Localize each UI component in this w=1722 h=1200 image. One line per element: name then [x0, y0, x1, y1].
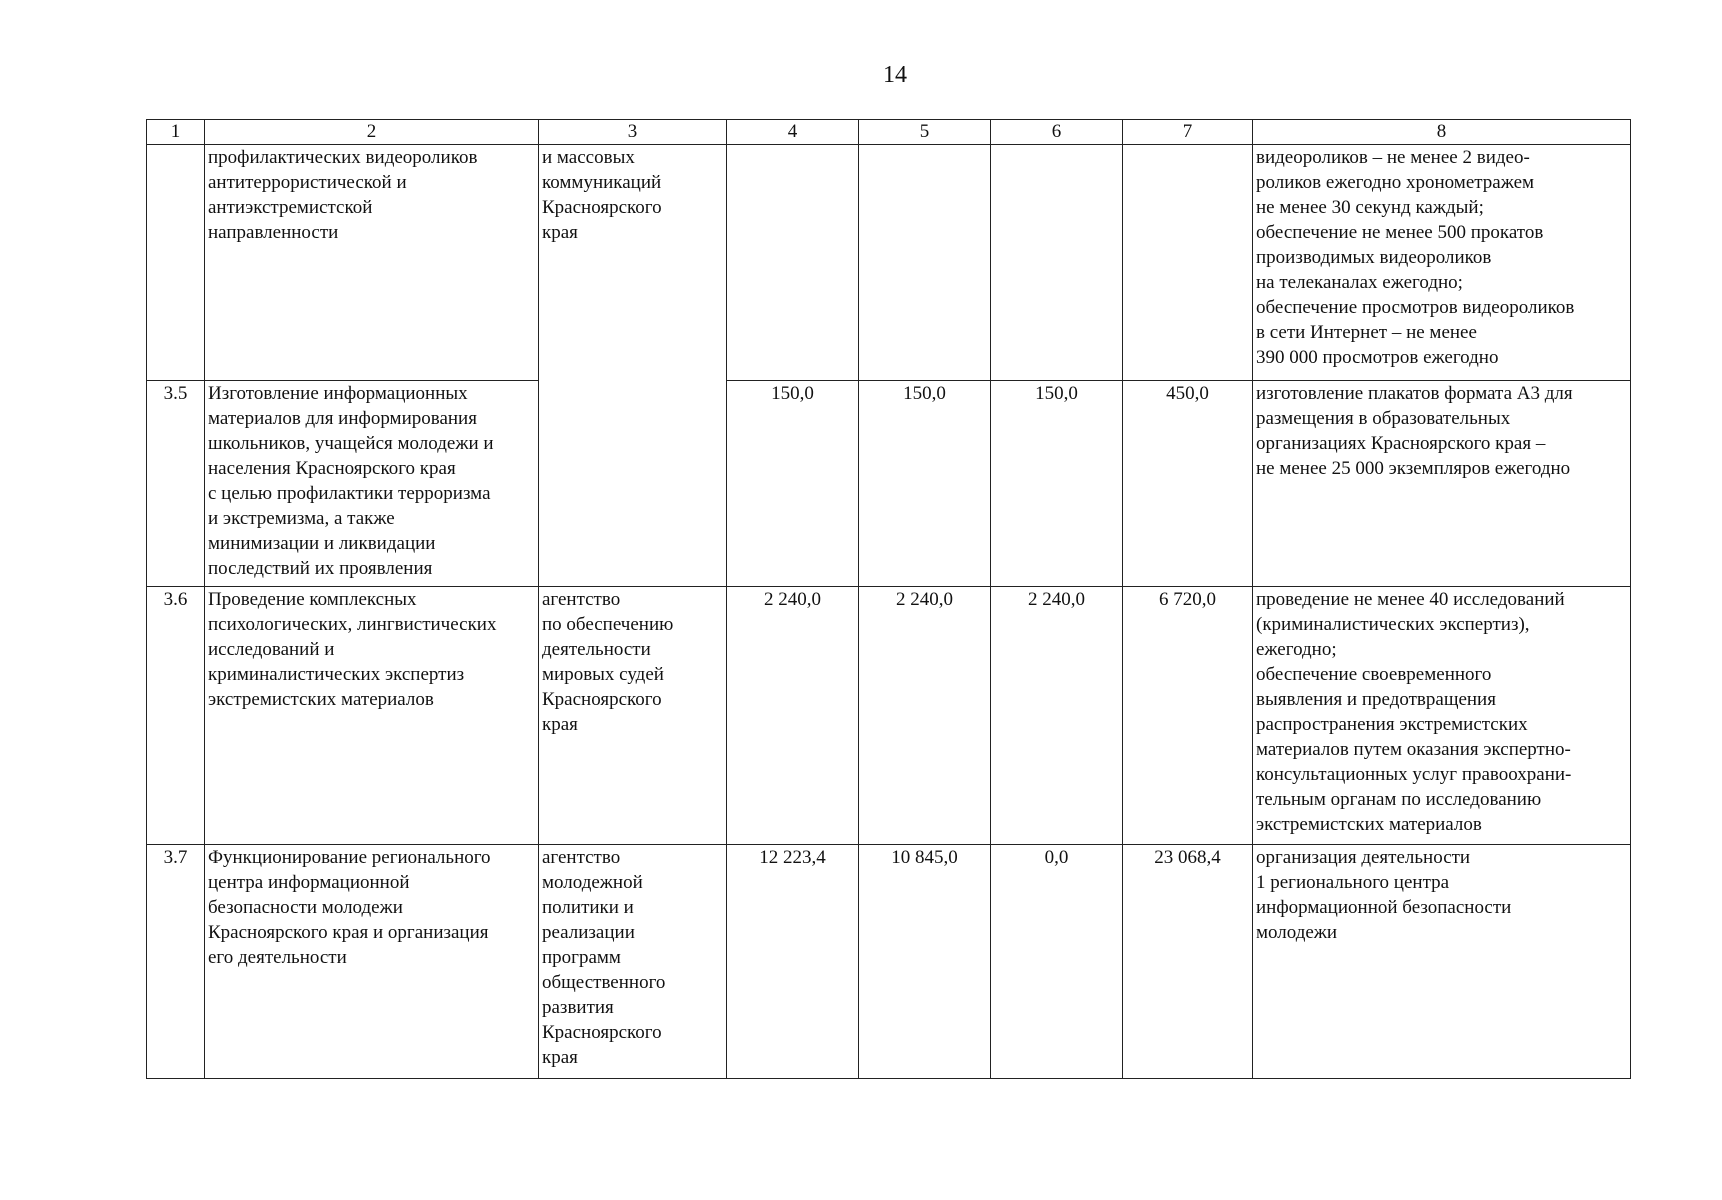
measure-name: профилактических видеороликов антитеррористической и антиэкстремистской направленности — [205, 145, 539, 381]
column-header-5: 5 — [859, 120, 991, 145]
value-col-6: 0,0 — [991, 845, 1123, 1079]
row-number: 3.7 — [147, 845, 205, 1079]
value-col-6 — [991, 145, 1123, 381]
column-header-8: 8 — [1253, 120, 1631, 145]
value-col-7: 6 720,0 — [1123, 587, 1253, 845]
value-col-4: 2 240,0 — [727, 587, 859, 845]
executor: агентство по обеспечению деятельности мировых судей Красноярского края — [539, 587, 727, 845]
column-header-7: 7 — [1123, 120, 1253, 145]
column-header-1: 1 — [147, 120, 205, 145]
expected-result: организация деятельности 1 регионального центра информационной безопасности молодежи — [1253, 845, 1631, 1079]
column-header-2: 2 — [205, 120, 539, 145]
value-col-7 — [1123, 145, 1253, 381]
row-number: 3.6 — [147, 587, 205, 845]
row-number — [147, 145, 205, 381]
value-col-6: 2 240,0 — [991, 587, 1123, 845]
value-col-5 — [859, 145, 991, 381]
measure-name: Изготовление информационных материалов для информирования школьников, учащейся молодежи и населения Красноярского края с целью профилактики терроризма и экстремизма, а также минимизации и ликвидации последствий их проявления — [205, 381, 539, 587]
value-col-7: 23 068,4 — [1123, 845, 1253, 1079]
column-number-row — [147, 120, 1631, 145]
value-col-4 — [727, 145, 859, 381]
expected-result: проведение не менее 40 исследований (криминалистических экспертиз), ежегодно; обеспечение своевременного выявления и предотвращения распространения экстремистских материалов путем оказания экспертно- консультационных услуг правоохрани- тельным органам по исследованию экстремистских материалов — [1253, 587, 1631, 845]
column-header-6: 6 — [991, 120, 1123, 145]
page-number: 14 — [883, 62, 907, 88]
value-col-5: 2 240,0 — [859, 587, 991, 845]
value-col-5: 150,0 — [859, 381, 991, 587]
value-col-4: 150,0 — [727, 381, 859, 587]
value-col-7: 450,0 — [1123, 381, 1253, 587]
measure-name: Проведение комплексных психологических, лингвистических исследований и криминалистических экспертиз экстремистских материалов — [205, 587, 539, 845]
column-header-3: 3 — [539, 120, 727, 145]
measure-name: Функционирование регионального центра информационной безопасности молодежи Красноярского края и организация его деятельности — [205, 845, 539, 1079]
table-row — [147, 145, 1631, 381]
expected-result: видеороликов – не менее 2 видео- роликов ежегодно хронометражем не менее 30 секунд каждый; обеспечение не менее 500 прокатов производимых видеороликов на телеканалах ежегодно; обеспечение просмотров видеороликов в сети Интернет – не менее 390 000 просмотров ежегодно — [1253, 145, 1631, 381]
executor: агентство молодежной политики и реализации программ общественного развития Красноярского края — [539, 845, 727, 1079]
column-header-4: 4 — [727, 120, 859, 145]
value-col-5: 10 845,0 — [859, 845, 991, 1079]
table-row — [147, 381, 1631, 587]
table-row — [147, 845, 1631, 1079]
executor: и массовых коммуникаций Красноярского края — [539, 145, 727, 587]
expected-result: изготовление плакатов формата А3 для размещения в образовательных организациях Красноярского края – не менее 25 000 экземпляров ежегодно — [1253, 381, 1631, 587]
value-col-4: 12 223,4 — [727, 845, 859, 1079]
value-col-6: 150,0 — [991, 381, 1123, 587]
table-row — [147, 587, 1631, 845]
program-measures-table — [146, 119, 1631, 1079]
row-number: 3.5 — [147, 381, 205, 587]
